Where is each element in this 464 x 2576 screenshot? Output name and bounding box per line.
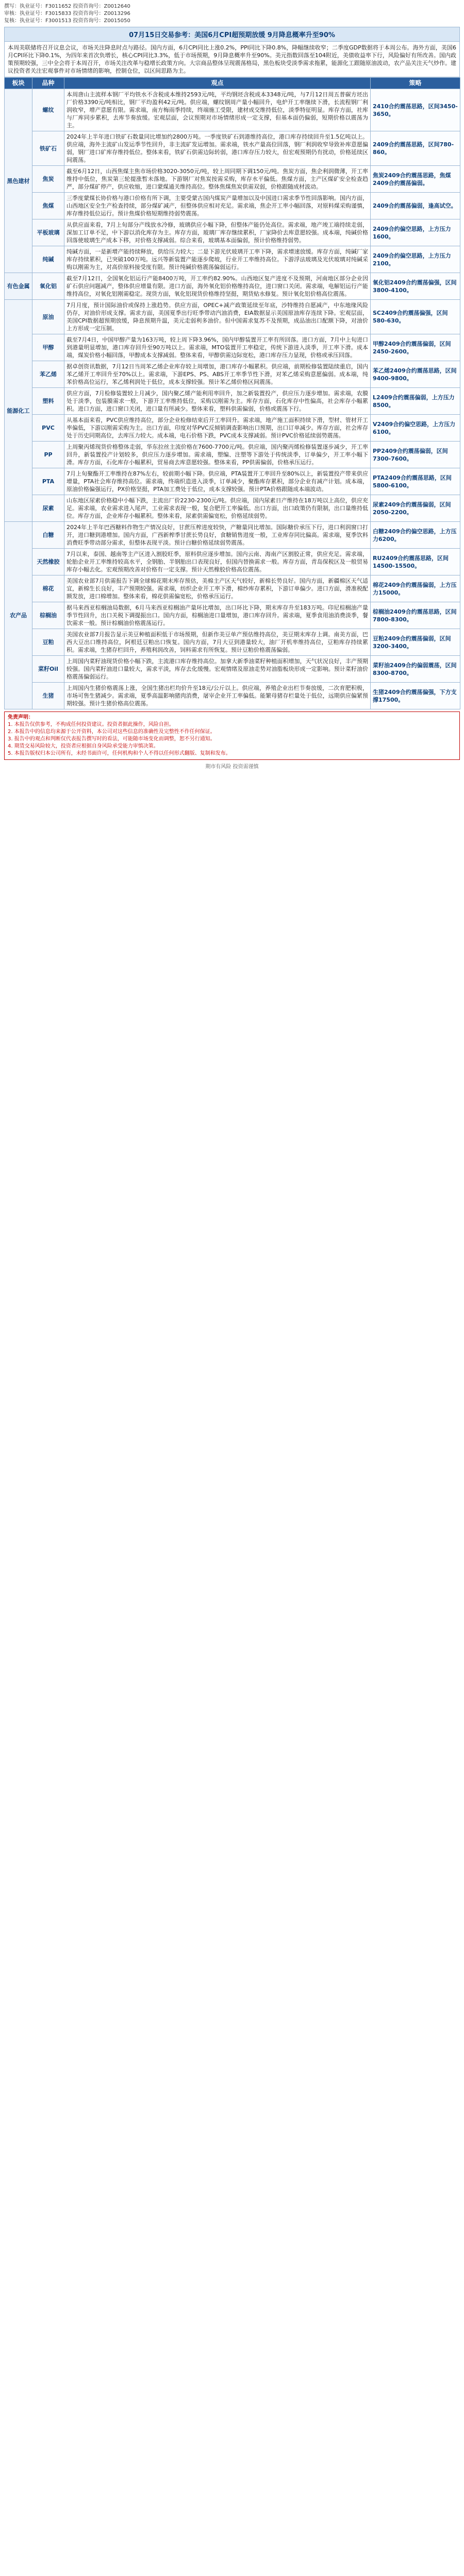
report-title: 07月15日交易参考：美国6月CPI超预期放缓 9月降息概率升至90% (4, 27, 460, 42)
header-line (4, 3, 460, 10)
table-row (5, 300, 460, 334)
strategy-cell: RU2409合约震荡思路，区间14500-15500。 (371, 549, 460, 575)
header-line (4, 10, 460, 18)
view-cell: 据马来西亚棕榈油局数据，6月马来西亚棕榈油产量环比增加，出口环比下降，期末库存升至183万吨。印尼棕榈油产量季节性回升，出口关税下调提振出口。国内方面，棕榈油进口量增加，港口库存回升。需求端，夏季食用油消费淡季，餐饮需求一般。预计棕榈油价格震荡运行。 (64, 602, 371, 629)
table-row (5, 629, 460, 656)
view-cell: 纯碱方面，一是新增产能持续释放，供给压力较大；二是下游光伏玻璃开工率下降，需求增速放缓。库存方面，纯碱厂家库存持续累积，已突破100万吨。远兴等新装置产能逐步爬坡，行业开工率维持高位。下游浮法玻璃及光伏玻璃对纯碱采购以刚需为主，对高价原料接受度有限。预计纯碱价格震荡偏弱运行。 (64, 246, 371, 273)
view-cell: 美国农业部7月报告显示美豆种植面积低于市场预期，但新作美豆单产预估维持高位，美豆期末库存上调。南美方面，巴西大豆出口维持高位，阿根廷豆粕出口恢复。国内方面，7月大豆到港量较大，油厂开机率维持高位，豆粕库存持续累积。需求端，生猪存栏回升，养殖利润改善，饲料需求有所恢复。预计豆粕价格震荡偏弱。 (64, 629, 371, 656)
strategy-cell: V2409合约偏空思路，上方压力6100。 (371, 415, 460, 442)
strategy-cell: SC2409合约震荡偏强，区间580-630。 (371, 300, 460, 334)
view-cell: 三季度蒙煤长协价格与港口价格有所下调，主要受蒙古国内煤炭产量增加以及中国进口需求季节性回落影响。国内方面，山西地区安全生产检查持续，部分煤矿减产，但整体供应相对充足。需求端，焦企开工率小幅回落，对原料煤采购谨慎，库存维持低位运行。预计焦煤价格短期维持弱势震荡。 (64, 193, 371, 219)
variety-cell: 生猪 (32, 683, 64, 709)
variety-cell: 棉花 (32, 575, 64, 602)
view-cell: 上周聚丙烯现货价格整体走弱，华东拉丝主流价格在7600-7700元/吨。供应端，国内聚丙烯检修装置逐步减少，开工率回升，新装置投产计划较多，供应压力逐步增加。需求端，塑编、注塑等下游处于传统淡季，订单偏少，开工率小幅下滑。库存方面，石化库存小幅累积，贸易商去库意愿较强。整体来看，PP供需偏弱，价格承压运行。 (64, 442, 371, 468)
table-row (5, 388, 460, 415)
disclaimer-line: 3. 报告中的观点和判断仅代表报告撰写时的看法，可能随市场变化而调整，恕不另行通知。 (8, 736, 216, 742)
view-cell: 上周国内生猪价格震荡上涨，全国生猪出栏均价升至18元/公斤以上。供应端，养殖企业出栏节奏放缓，二次育肥积极，市场可售生猪减少。需求端，夏季高温影响猪肉消费，屠宰企业开工率偏低。能繁母猪存栏量处于低位，远期供应偏紧预期较强。预计生猪价格高位震荡。 (64, 683, 371, 709)
strategy-cell: PTA2409合约震荡思路，区间5800-6100。 (371, 468, 460, 495)
table-row (5, 131, 460, 166)
variety-cell: 铁矿石 (32, 131, 64, 166)
strategy-cell: 豆粕2409合约震荡偏弱，区间3200-3400。 (371, 629, 460, 656)
header-line-label: 撰写： (4, 4, 20, 9)
view-cell: 截至7月12日，全国氧化铝运行产能8400万吨，开工率约82.90%。山西地区复产进度不及预期，河南地区部分企业因矿石供应问题减产，整体供应增量有限。进口方面，海外氧化铝价格维持高位，进口窗口关闭。需求端，电解铝运行产能维持高位，对氧化铝刚需稳定。现货方面，氧化铝现货价格维持坚挺，期货贴水修复。预计氧化铝价格高位震荡。 (64, 273, 371, 300)
strategy-cell: 焦炭2409合约震荡思路，焦煤2409合约震荡偏弱。 (371, 166, 460, 193)
report-intro: 本周美联储将召开议息会议，市场关注降息时点与路径。国内方面，6月CPI同比上涨0.2%，PPI同比下降0.8%，降幅继续收窄；二季度GDP数据将于本周公布。海外方面，美国6月CPI环比下降0.1%，为四年来首次负增长，核心CPI同比3.3%，低于市场预期，9月降息概率升至90%。美元指数回落至104附近，美债收益率下行，风险偏好有所改善。国内政策预期较强，三中全会将于本周召开，市场关注改革与稳增长政策方向。大宗商品整体呈现震荡格局，黑色板块受淡季需求拖累，能源化工跟随原油波动，农产品关注天气炒作。建议投资者关注宏观事件对市场情绪的影响，控制仓位，以区间思路为主。 (4, 42, 460, 77)
strategy-cell: 棕榈油2409合约震荡思路，区间7800-8300。 (371, 602, 460, 629)
disclaimer-line: 4. 期货交易风险较大，投资者应根据自身风险承受能力审慎决策。 (8, 743, 159, 749)
table-row (5, 522, 460, 549)
view-cell: 7月上旬聚酯开工率维持在87%左右，较前期小幅下降。供应端，PTA装置开工率回升至80%以上，新装置投产带来供应增量，PTA社会库存维持高位。需求端，终端织造进入淡季，订单减少，聚酯库存累积，部分企业有减产计划。成本端，原油价格偏强运行，PX价格坚挺，PTA加工费处于低位，成本支撑较强。预计PTA价格跟随成本端波动。 (64, 468, 371, 495)
variety-cell: PP (32, 442, 64, 468)
view-cell: 7月月度，预计国际油价或保持上涨趋势。供应方面，OPEC+减产政策延续至年底，沙特维持自愿减产，中东地缘风险仍存，对油价形成支撑。需求方面，美国夏季出行旺季带动汽油消费，EIA数据显示美国原油库存连续下降。宏观层面，美国CPI数据超预期放缓，降息预期升温，美元走弱利多油价。但中国需求复苏不及预期，成品油出口配额下降，对油价上方形成一定压制。 (64, 300, 371, 334)
strategy-cell: 2409合约偏空思路，上方压力1600。 (371, 219, 460, 246)
view-cell: 上周国内菜籽油现货价格小幅下跌，主流港口库存维持高位。加拿大新季油菜籽种植面积增加，天气状况良好，丰产预期较强。国内菜籽油进口量较大，需求平淡，库存去化缓慢。宏观情绪及原油走势对油脂板块形成一定影响。预计菜籽油价格震荡偏弱运行。 (64, 656, 371, 683)
strategy-cell: 尿素2409合约震荡偏弱，区间2050-2200。 (371, 495, 460, 522)
variety-cell: 豆粕 (32, 629, 64, 656)
table-row (5, 656, 460, 683)
table-row (5, 683, 460, 709)
disclaimer (4, 711, 460, 760)
variety-cell: 甲醇 (32, 334, 64, 361)
strategy-cell: 生猪2409合约震荡偏强，下方支撑17500。 (371, 683, 460, 709)
sector-cell: 有色金属 (5, 273, 32, 300)
table-row (5, 166, 460, 193)
table-row (5, 361, 460, 388)
header-line-label: 复核： (4, 18, 20, 24)
report-header (4, 3, 460, 25)
table-row (5, 602, 460, 629)
table-row (5, 549, 460, 575)
header-line (4, 18, 460, 25)
strategy-cell: 2409合约震荡偏弱，逢高试空。 (371, 193, 460, 219)
header-line-text: 执业证号：F3015833 投资咨询号：Z0013296 (20, 11, 130, 16)
view-cell: 从基本面来看，PVC供应维持高位，部分企业检修结束后开工率回升。需求端，地产施工面积持续下滑，型材、管材开工率偏低，下游以刚需采购为主。出口方面，印度对华PVC反倾销调查影响出口预期，出口订单减少。库存方面，社会库存处于历史同期高位，去库压力较大。成本端，电石价格下跌，PVC成本支撑减弱。预计PVC价格延续弱势震荡。 (64, 415, 371, 442)
header-line-text: 执业证号：F3011652 投资咨询号：Z0012640 (20, 4, 130, 9)
table-row (5, 273, 460, 300)
variety-cell: 氧化铝 (32, 273, 64, 300)
strategy-cell: PP2409合约震荡偏弱，区间7300-7600。 (371, 442, 460, 468)
table-row (5, 415, 460, 442)
variety-cell: 焦煤 (32, 193, 64, 219)
variety-cell: 白糖 (32, 522, 64, 549)
table-row (5, 193, 460, 219)
variety-cell: 纯碱 (32, 246, 64, 273)
view-cell: 截至6月12日，山西焦煤主焦市场价格3020-3050元/吨，较上周同期下调150元/吨。焦炭方面，焦企利润微薄，开工率维持中低位，焦炭第三轮提涨暂未落地。下游钢厂对焦炭按需采购，库存水平偏低。焦煤方面，主产区煤矿安全检查趋严，部分煤矿停产，供应收缩，进口蒙煤通关维持高位。整体焦煤焦炭供需双弱，价格跟随成材波动。 (64, 166, 371, 193)
strategy-cell: 菜籽油2409合约偏弱震荡，区间8300-8700。 (371, 656, 460, 683)
view-cell: 山东地区尿素价格稳中小幅下跌，主流出厂价2230-2300元/吨。供应端，国内尿素日产维持在18万吨以上高位，供应充足。需求端，农业需求进入尾声，工业需求表现一般，复合肥开工率偏低。出口方面，出口政策仍有限制，出口量维持低位。库存方面，企业库存小幅累积。整体来看，尿素供需偏宽松，价格延续弱势。 (64, 495, 371, 522)
strategy-cell: 苯乙烯2409合约震荡思路，区间9400-9800。 (371, 361, 460, 388)
variety-cell: 原油 (32, 300, 64, 334)
view-cell: 据卓创资讯数据，7月12日当周苯乙烯企业库存较上周增加，港口库存小幅累积。供应端，前期检修装置陆续重启，国内苯乙烯开工率回升至70%以上。需求端，下游EPS、PS、ABS开工率季节性下滑，对苯乙烯采购意愿偏弱。成本端，纯苯价格高位运行，苯乙烯利润处于低位，成本支撑较强。预计苯乙烯价格区间震荡。 (64, 361, 371, 388)
col-variety: 品种 (32, 78, 64, 89)
variety-cell: PVC (32, 415, 64, 442)
trading-reference-table (4, 77, 460, 709)
view-cell: 本周唐山主流样本钢厂平均铁水不含税成本维持2593元/吨，平均钢坯含税成本3348元/吨，与7月12日周五普碳方坯出厂价格3390元/吨相比，钢厂平均盈利42元/吨。供应端，螺纹钢周产量小幅回升，电炉开工率继续下滑，长流程钢厂利润收窄，增产意愿有限。需求端，南方梅雨季持续，终端施工受限，建材成交维持低位，淡季特征明显。库存方面，社库与厂库同步累积，去库节奏放缓。宏观层面，会议预期对市场情绪形成一定支撑，但基本面仍偏弱，短期价格以震荡为主。 (64, 89, 371, 131)
variety-cell: PTA (32, 468, 64, 495)
table-row (5, 334, 460, 361)
variety-cell: 天然橡胶 (32, 549, 64, 575)
strategy-cell: 2409合约震荡思路，区间780-860。 (371, 131, 460, 166)
header-line-label: 审核： (4, 11, 20, 16)
view-cell: 7月以来，泰国、越南等主产区进入割胶旺季，原料供应逐步增加。国内云南、海南产区割胶正常，供应充足。需求端，轮胎企业开工率维持较高水平，全钢胎、半钢胎出口表现良好，但国内替换需求一般。库存方面，青岛保税区及一般贸易库存小幅去化。宏观预期改善对价格有一定支撑。预计天然橡胶价格高位震荡。 (64, 549, 371, 575)
variety-cell: 尿素 (32, 495, 64, 522)
report-page (0, 0, 464, 775)
table-row (5, 495, 460, 522)
variety-cell: 焦炭 (32, 166, 64, 193)
disclaimer-line: 1. 本报告仅供参考，不构成任何投资建议。投资者据此操作，风险自担。 (8, 722, 174, 727)
strategy-cell: 甲醇2409合约震荡偏弱，区间2450-2600。 (371, 334, 460, 361)
variety-cell: 平板玻璃 (32, 219, 64, 246)
col-sector: 板块 (5, 78, 32, 89)
view-cell: 供应方面，7月检修装置较上月减少，国内聚乙烯产能利用率回升，加之新装置投产，供应压力逐步增加。需求端，农膜处于淡季，包装膜需求一般，下游开工率维持低位，采购以刚需为主。库存方面，石化库存中性偏高，社会库存小幅累积。进口方面，进口窗口关闭，进口量有所减少。整体来看，塑料供需偏弱，价格或震荡下行。 (64, 388, 371, 415)
view-cell: 2024年上半年进口铁矿石数量同比增加约2800万吨。一季度铁矿石到港维持高位，港口库存持续回升至1.5亿吨以上。供应端，海外主流矿山发运季节性回升，非主流矿发运增加。需求端，铁水产量高位回落，钢厂利润收窄导致补库意愿偏弱，钢厂进口矿库存维持低位。整体来看，铁矿石供需边际转弱，港口库存压力较大，但宏观预期仍有扰动，价格延续区间震荡。 (64, 131, 371, 166)
col-view: 观点 (64, 78, 371, 89)
view-cell: 美国农业部7月供需报告下调全球棉花期末库存预估，美棉主产区天气较好，新棉长势良好。国内方面，新疆棉区天气适宜，新棉生长良好，丰产预期较强。需求端，纺织企业开工率下滑，棉纱库存累积，下游订单偏少。进口方面，滑准税配额发放，进口棉增加。整体来看，棉花供需偏宽松，价格承压运行。 (64, 575, 371, 602)
strategy-cell: 2409合约偏空思路，上方压力2100。 (371, 246, 460, 273)
variety-cell: 菜籽Oil (32, 656, 64, 683)
table-row (5, 246, 460, 273)
strategy-cell: 棉花2409合约震荡偏弱，上方压力15000。 (371, 575, 460, 602)
table-row (5, 575, 460, 602)
table-row (5, 219, 460, 246)
view-cell: 2024年上半年巴西糖料作物生产情况良好，甘蔗压榨进度较快，产糖量同比增加。国际糖价承压下行，进口利润窗口打开，进口糖到港增加。国内方面，广西新榨季甘蔗长势良好，食糖销售进度一般，工业库存同比偏高。需求端，夏季饮料消费旺季带动部分需求，但整体表现平淡。预计白糖价格延续弱势震荡。 (64, 522, 371, 549)
table-row (5, 89, 460, 131)
strategy-cell: 氧化铝2409合约震荡偏强，区间3800-4100。 (371, 273, 460, 300)
disclaimer-line: 5. 本报告版权归本公司所有，未经书面许可，任何机构和个人不得以任何形式翻版、复制和发布。 (8, 751, 231, 756)
view-cell: 从供应面来看，7月上旬部分产线放水冷修，玻璃供应小幅下降，但整体产能仍处高位。需求端，地产竣工端持续走弱，深加工订单不足，中下游以消化库存为主。库存方面，玻璃厂库存继续累积，厂家降价去库意愿较强。成本端，纯碱价格回落使玻璃生产成本下移，对价格支撑减弱。综合来看，玻璃基本面偏弱，预计价格维持弱势。 (64, 219, 371, 246)
view-cell: 截至7月4日，中国甲醇产量为163万吨，较上周下降3.96%，国内甲醇装置开工率有所回落。进口方面，7月中上旬进口到港量明显增加，港口库存回升至90万吨以上。需求端，MTO装置开工率稳定，传统下游进入淡季，开工率下滑。成本端，煤炭价格小幅回落，甲醇成本支撑减弱。整体来看，甲醇供需边际宽松，港口库存压力显现，价格或承压回落。 (64, 334, 371, 361)
header-line-text: 执业证号：F3001513 投资咨询号：Z0015050 (20, 18, 130, 24)
report-footer: 期市有风险 投资需谨慎 (205, 764, 259, 770)
variety-cell: 塑料 (32, 388, 64, 415)
strategy-cell: 白糖2409合约偏空思路，上方压力6200。 (371, 522, 460, 549)
sector-cell: 黑色建材 (5, 89, 32, 273)
variety-cell: 螺纹 (32, 89, 64, 131)
table-row (5, 442, 460, 468)
disclaimer-line: 2. 本报告中的信息均来源于公开资料，本公司对这些信息的准确性及完整性不作任何保证。 (8, 729, 216, 735)
table-header-row (5, 78, 460, 89)
sector-cell: 农产品 (5, 522, 32, 709)
strategy-cell: 2410合约震荡思路，区间3450-3650。 (371, 89, 460, 131)
variety-cell: 棕榈油 (32, 602, 64, 629)
strategy-cell: L2409合约震荡偏弱，上方压力8500。 (371, 388, 460, 415)
col-strategy: 策略 (371, 78, 460, 89)
sector-cell: 能源化工 (5, 300, 32, 522)
variety-cell: 苯乙烯 (32, 361, 64, 388)
disclaimer-title: 免责声明： (8, 715, 34, 720)
table-row (5, 468, 460, 495)
